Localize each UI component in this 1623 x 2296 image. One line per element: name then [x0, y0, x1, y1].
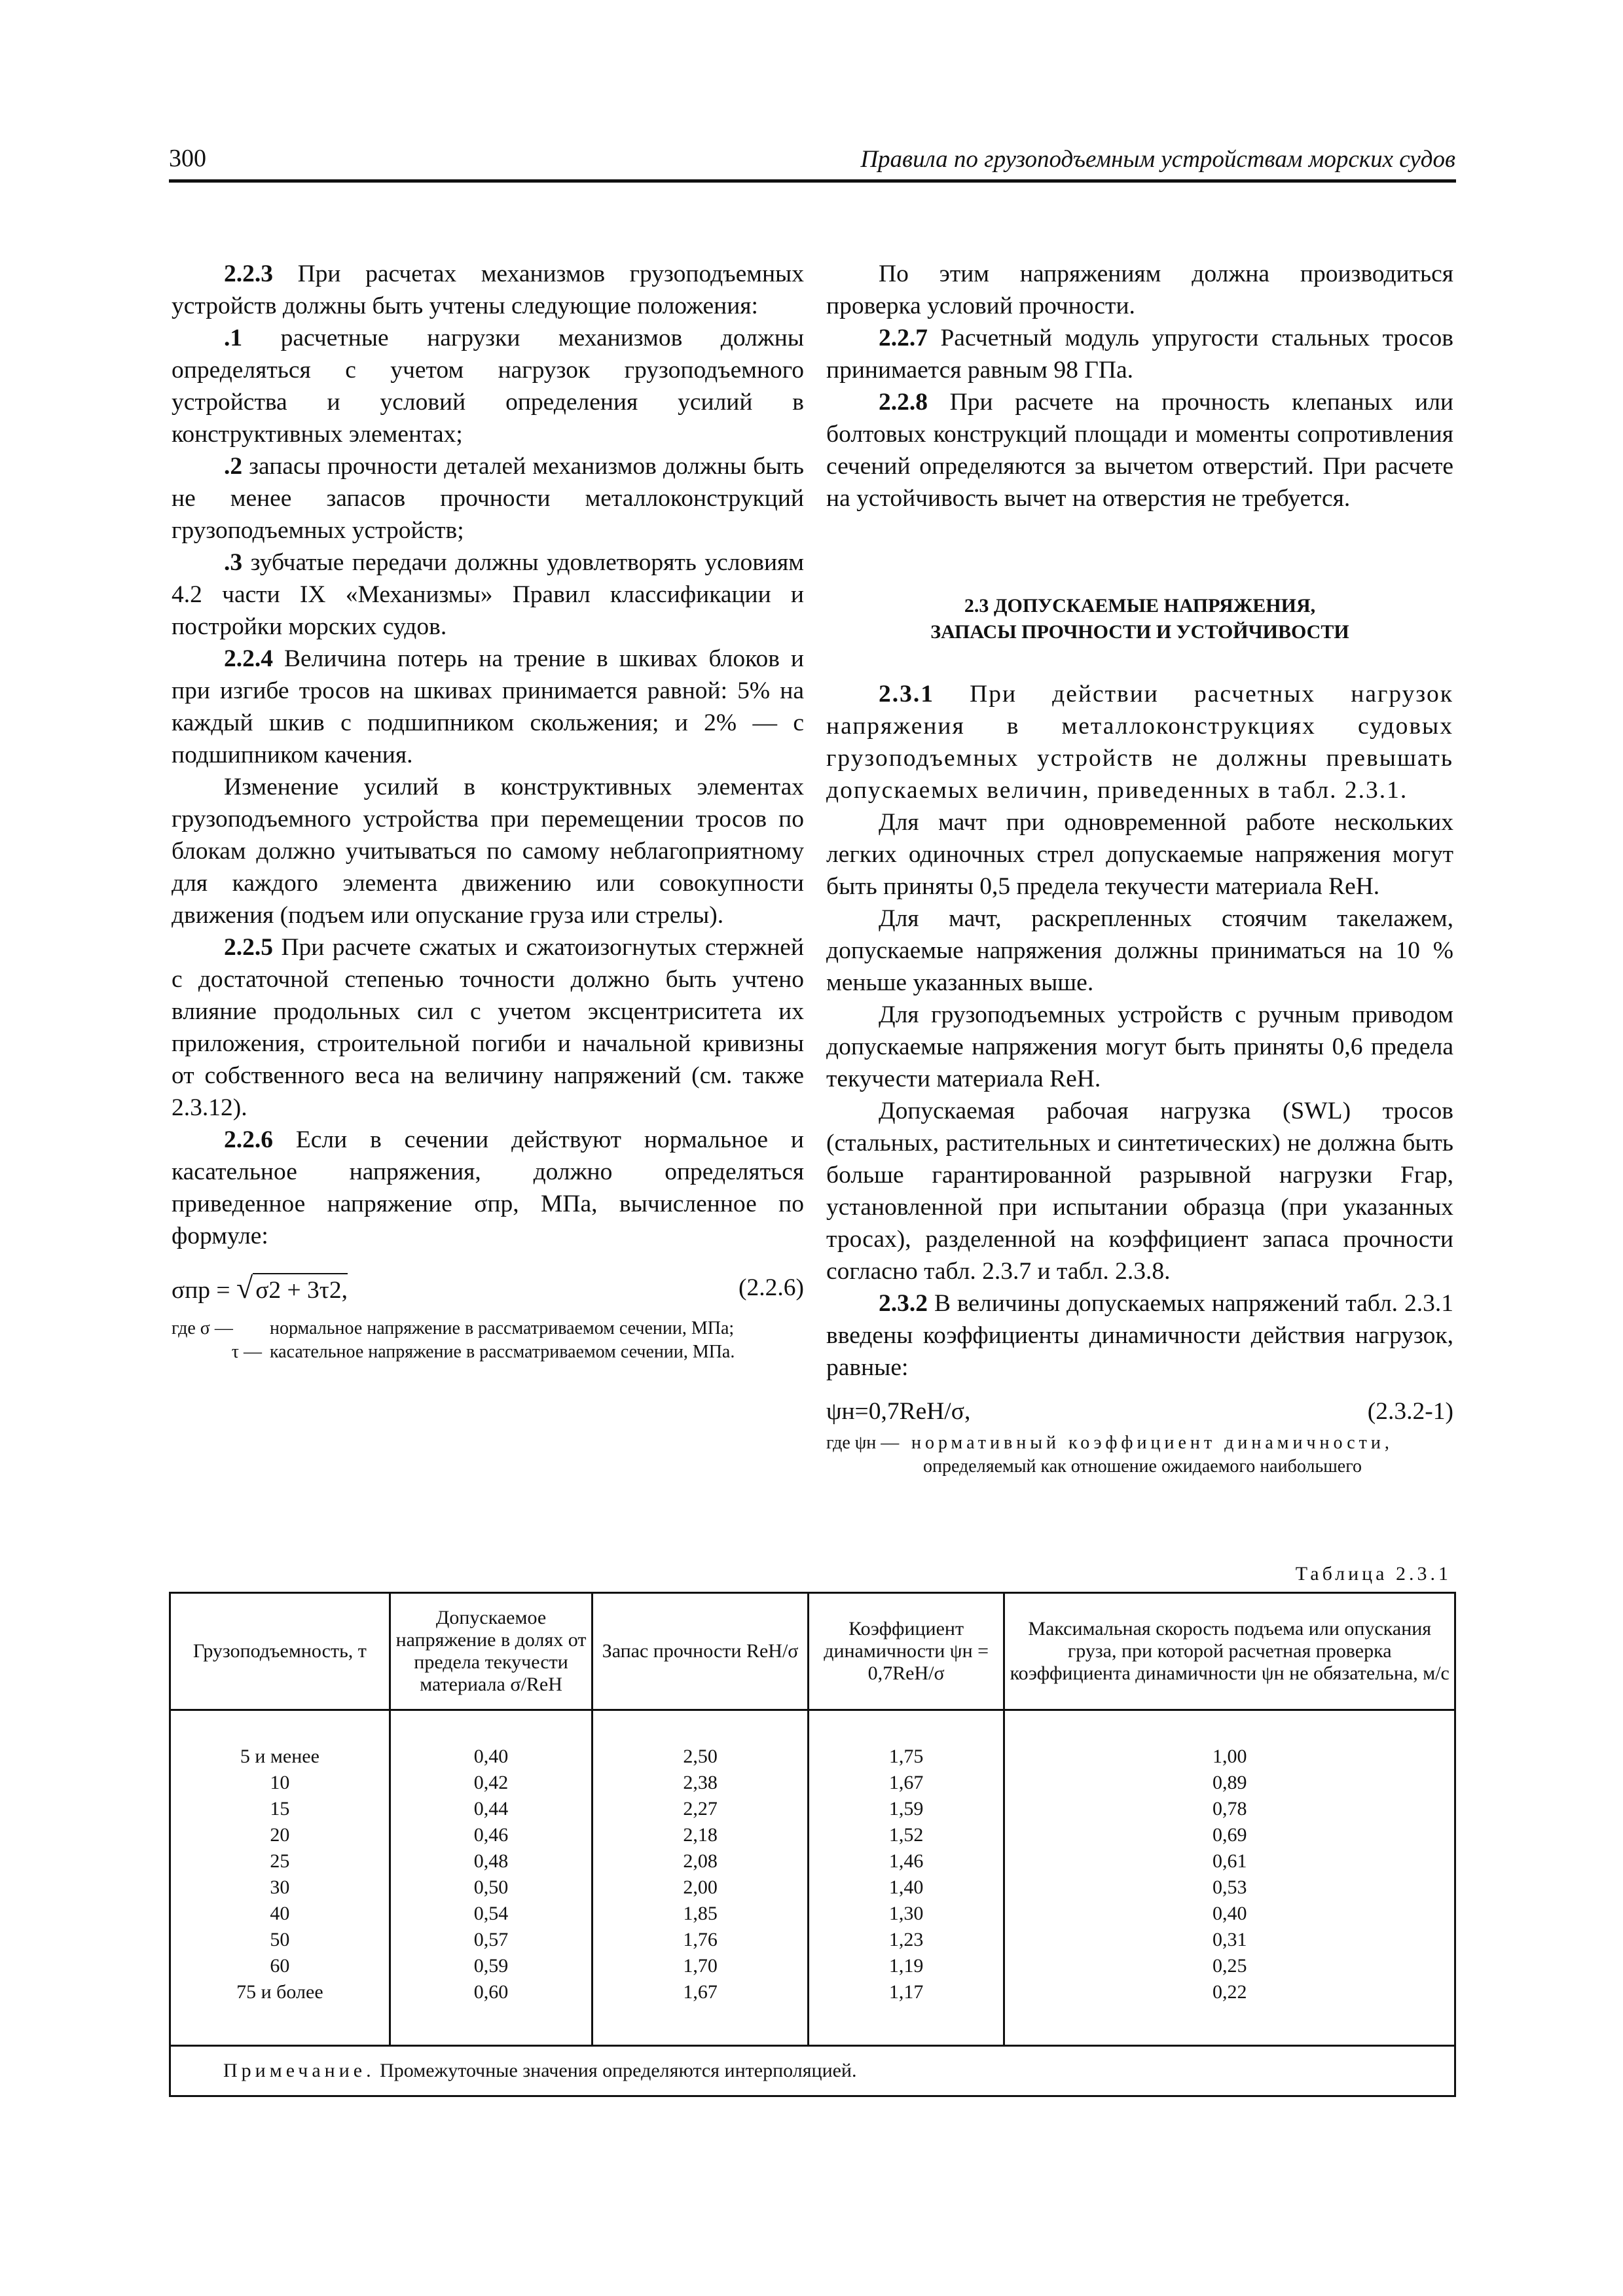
table-cell: 0,44: [390, 1796, 593, 1822]
table-cell: 0,48: [390, 1848, 593, 1874]
table-cell: 0,42: [390, 1770, 593, 1796]
column-header: Допускаемое напряжение в долях от предела текучести материала σ/ReH: [390, 1593, 593, 1710]
paragraph-2-2-4-b: Изменение усилий в конструктивных элементах грузоподъемного устройства при перемещении тросов по блокам должно учитываться по самому неблагоприятному для каждого элемента движению или совокупности движения (подъем или опускание груза или стрелы).: [172, 774, 804, 929]
paragraph-2-2-5: 2.2.5 При расчете сжатых и сжатоизогнутых стержней с достаточной степенью точности должно быть учтено влияние продольных сил с учетом эксцентриситета их приложения, строительной погиби и начальной кривизны от собственного веса на величину напряжений (см. также 2.3.12).: [172, 934, 804, 1121]
table-caption: Таблица 2.3.1: [1295, 1563, 1451, 1585]
table-note: [170, 2046, 1455, 2096]
table-cell: 0,40: [390, 1744, 593, 1770]
paragraph-2-3-1: 2.3.1 При действии расчетных нагрузок напряжения в металлоконструкциях судовых грузоподъемных устройств не должны превышать допускаемых величин, приведенных в табл. 2.3.1.: [826, 681, 1453, 804]
section-heading-line-1: 2.3 ДОПУСКАЕМЫЕ НАПРЯЖЕНИЯ,: [964, 595, 1316, 617]
table-cell: 0,69: [1004, 1822, 1455, 1848]
paragraph-2-3-1-e: Допускаемая рабочая нагрузка (SWL) тросов (стальных, растительных и синтетических) не должна быть больше гарантированной разрывной нагрузки Fгар, установленной при испытании образца (при указанных тросах), разделенной на коэффициент запаса прочности согласно табл. 2.3.7 и табл. 2.3.8.: [826, 1098, 1453, 1285]
paragraph-2-3-2: 2.3.2 В величины допускаемых напряжений табл. 2.3.1 введены коэффициенты динамичности действия нагрузок, равные:: [826, 1290, 1453, 1381]
formula-expression: ψн=0,7ReH/σ,: [826, 1398, 971, 1425]
table-row: [170, 1770, 1455, 1796]
table-cell: 1,85: [593, 1901, 808, 1927]
column-header: Коэффициент динамичности ψн = 0,7ReH/σ: [808, 1593, 1004, 1710]
column-header: Максимальная скорость подъема или опускания груза, при которой расчетная проверка коэффициента динамичности ψн не обязательна, м/с: [1004, 1593, 1455, 1710]
table-cell: 15: [170, 1796, 390, 1822]
paragraph-continuation: По этим напряжениям должна производиться проверка условий прочности.: [826, 260, 1453, 319]
paragraph-2-2-6: 2.2.6 Если в сечении действуют нормальное и касательное напряжения, должно определяться приведенное напряжение σпр, МПа, вычисленное по формуле:: [172, 1126, 804, 1249]
table-cell: 2,50: [593, 1744, 808, 1770]
table-cell: 5 и менее: [170, 1744, 390, 1770]
left-column: [172, 258, 804, 1364]
list-item-1: .1 расчетные нагрузки механизмов должны определяться с учетом нагрузок грузоподъемного устройства и условий определения усилий в конструктивных элементах;: [172, 325, 804, 448]
table-cell: 1,30: [808, 1901, 1004, 1927]
table-row: [170, 1953, 1455, 1979]
table-cell: 2,00: [593, 1874, 808, 1901]
column-header: Грузоподъемность, т: [170, 1593, 390, 1710]
table-cell: 1,46: [808, 1848, 1004, 1874]
table-cell: 0,40: [1004, 1901, 1455, 1927]
right-column: [826, 258, 1453, 1479]
table-cell: 1,23: [808, 1927, 1004, 1953]
table-cell: 40: [170, 1901, 390, 1927]
column-header: Запас прочности ReH/σ: [593, 1593, 808, 1710]
formula-2-3-2-1: [826, 1395, 1453, 1427]
paragraph-2-2-3: 2.2.3 При расчетах механизмов грузоподъемных устройств должны быть учтены следующие положения:: [172, 260, 804, 319]
legend-value: нормальное напряжение в рассматриваемом сечении, МПа;: [270, 1318, 735, 1338]
table-cell: 0,89: [1004, 1770, 1455, 1796]
legend-value: касательное напряжение в рассматриваемом сечении, МПа.: [270, 1342, 735, 1362]
table-cell: 1,00: [1004, 1744, 1455, 1770]
list-item-3: .3 зубчатые передачи должны удовлетворять условиям 4.2 части IX «Механизмы» Правил классификации и постройки морских судов.: [172, 549, 804, 640]
table-cell: 30: [170, 1874, 390, 1901]
table-row: [170, 1822, 1455, 1848]
legend-key: τ —: [231, 1342, 262, 1362]
table-cell: 20: [170, 1822, 390, 1848]
table-cell: 0,61: [1004, 1848, 1455, 1874]
table-cell: 1,67: [593, 1979, 808, 2005]
table-cell: 0,31: [1004, 1927, 1455, 1953]
paragraph-2-2-4: 2.2.4 Величина потерь на трение в шкивах блоков и при изгибе тросов на шкивах принимается равной: 5% на каждый шкив с подшипником скольжения; и 2% — с подшипником качения.: [172, 645, 804, 768]
table-cell: 1,76: [593, 1927, 808, 1953]
formula-number: (2.2.6): [739, 1274, 804, 1301]
paragraph-2-2-8: 2.2.8 При расчете на прочность клепаных или болтовых конструкций площади и моменты сопротивления сечений определяются за вычетом отверстий. При расчете на устойчивость вычет на отверстия не требуется.: [826, 389, 1453, 512]
table-cell: 0,54: [390, 1901, 593, 1927]
paragraph-2-3-1-c: Для мачт, раскрепленных стоячим такелажем, допускаемые напряжения должны приниматься на 10 % меньше указанных выше.: [826, 905, 1453, 996]
running-title: Правила по грузоподъемным устройствам морских судов: [860, 146, 1455, 173]
table-cell: 0,50: [390, 1874, 593, 1901]
legend-key: где ψн —: [826, 1433, 900, 1453]
table-row: [170, 1874, 1455, 1901]
table-cell: 10: [170, 1770, 390, 1796]
note-text: Промежуточные значения определяются интерполяцией.: [374, 2060, 857, 2081]
table-cell: 1,40: [808, 1874, 1004, 1901]
table-cell: 75 и более: [170, 1979, 390, 2005]
paragraph-2-3-1-d: Для грузоподъемных устройств с ручным приводом допускаемые напряжения могут быть приняты 0,6 предела текучести материала ReH.: [826, 1001, 1453, 1092]
formula-legend: [172, 1317, 804, 1364]
page-number: 300: [169, 145, 206, 172]
table-cell: 1,70: [593, 1953, 808, 1979]
formula-legend: [826, 1431, 1453, 1479]
paragraph-2-2-7: 2.2.7 Расчетный модуль упругости стальных тросов принимается равным 98 ГПа.: [826, 325, 1453, 384]
table-row: [170, 1848, 1455, 1874]
table-cell: 0,53: [1004, 1874, 1455, 1901]
formula-2-2-6: [172, 1272, 804, 1306]
table-cell: 1,17: [808, 1979, 1004, 2005]
legend-key: где σ —: [172, 1318, 233, 1338]
table-cell: 0,59: [390, 1953, 593, 1979]
table-cell: 2,38: [593, 1770, 808, 1796]
legend-value: нормативный коэффициент динамичности,: [911, 1433, 1393, 1453]
table-cell: 0,46: [390, 1822, 593, 1848]
formula-number: (2.3.2-1): [1367, 1398, 1453, 1425]
list-item-2: .2 запасы прочности деталей механизмов должны быть не менее запасов прочности металлоконструкций грузоподъемных устройств;: [172, 453, 804, 544]
table-cell: 1,75: [808, 1744, 1004, 1770]
table-row: [170, 1979, 1455, 2005]
table-header-row: [170, 1593, 1455, 1710]
table-cell: 1,52: [808, 1822, 1004, 1848]
table-row: [170, 1927, 1455, 1953]
table-row: [170, 1796, 1455, 1822]
section-heading-line-2: ЗАПАСЫ ПРОЧНОСТИ И УСТОЙЧИВОСТИ: [930, 621, 1349, 643]
table-cell: 60: [170, 1953, 390, 1979]
table-cell: 0,57: [390, 1927, 593, 1953]
table-cell: 0,25: [1004, 1953, 1455, 1979]
header-rule: [169, 179, 1456, 183]
paragraph-2-3-1-b: Для мачт при одновременной работе нескольких легких одиночных стрел допускаемые напряжения могут быть приняты 0,5 предела текучести материала ReH.: [826, 809, 1453, 900]
table-cell: 2,27: [593, 1796, 808, 1822]
table-2-3-1: [169, 1592, 1456, 2097]
table-cell: 1,67: [808, 1770, 1004, 1796]
note-label: Примечание.: [223, 2060, 375, 2081]
table-cell: 2,08: [593, 1848, 808, 1874]
table-cell: 1,59: [808, 1796, 1004, 1822]
table-row: [170, 1901, 1455, 1927]
formula-expression: σпр = √ σ2 + 3τ2,: [172, 1272, 348, 1306]
table-cell: 1,19: [808, 1953, 1004, 1979]
table-cell: 0,22: [1004, 1979, 1455, 2005]
table-cell: 2,18: [593, 1822, 808, 1848]
legend-value-continuation: определяемый как отношение ожидаемого наибольшего: [923, 1456, 1362, 1477]
table-cell: 25: [170, 1848, 390, 1874]
table-cell: 50: [170, 1927, 390, 1953]
table-row: [170, 1744, 1455, 1770]
table-cell: 0,60: [390, 1979, 593, 2005]
table-cell: 0,78: [1004, 1796, 1455, 1822]
